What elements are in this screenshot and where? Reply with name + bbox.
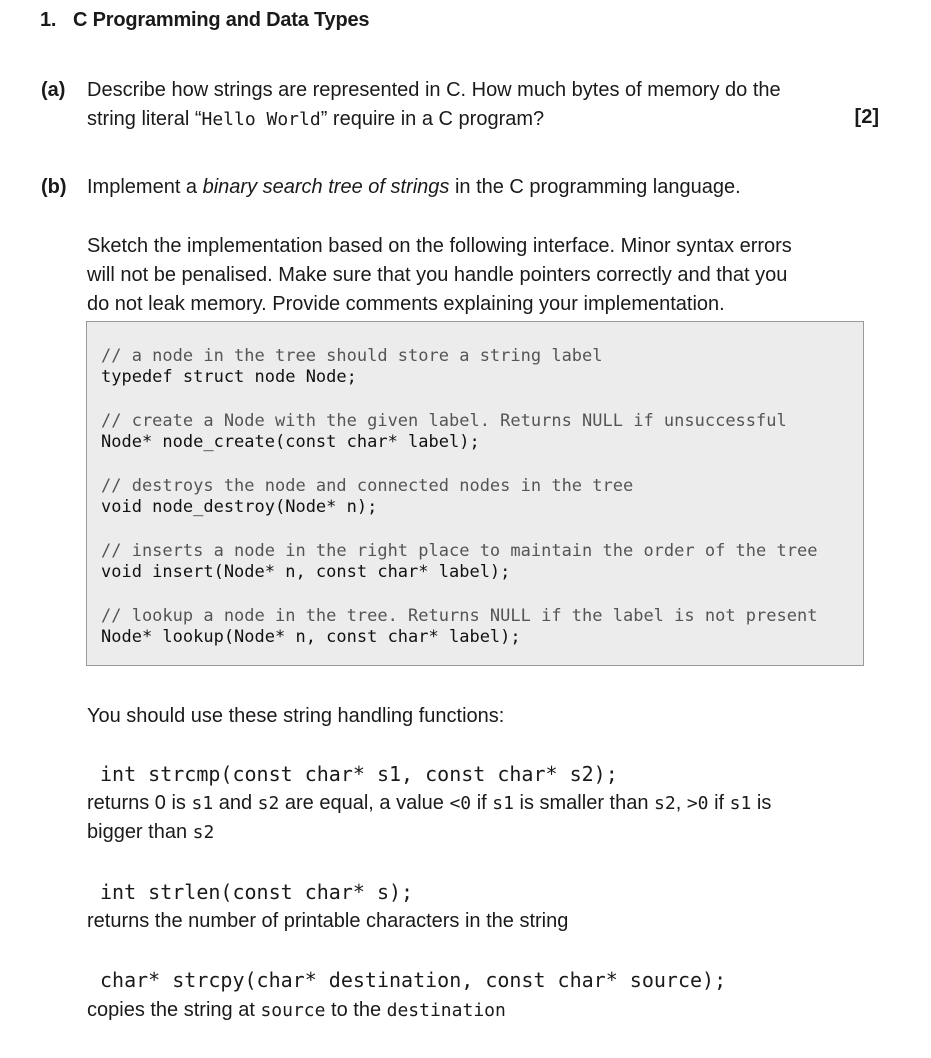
code-typedef: typedef struct node Node;	[101, 367, 357, 387]
part-b-intro: Implement a binary search tree of strings in the C programming language.	[87, 176, 741, 198]
hello-world-literal: Hello World	[201, 109, 321, 130]
part-a-text	[87, 76, 781, 134]
instructions-line-2: will not be penalised. Make sure that you handle pointers correctly and that you	[87, 264, 788, 286]
part-a-label: (a)	[41, 79, 66, 101]
part-a-line-1: Describe how strings are represented in C. How much bytes of memory do the	[87, 79, 781, 101]
interface-code-block	[86, 321, 864, 666]
question-heading	[40, 9, 369, 32]
code-comment-create: // create a Node with the given label. Returns NULL if unsuccessful	[101, 411, 787, 431]
code-insert: void insert(Node* n, const char* label);	[101, 562, 511, 582]
use-functions-text: You should use these string handling functions:	[87, 705, 505, 727]
code-comment-lookup: // lookup a node in the tree. Returns NULL if the label is not present	[101, 606, 818, 626]
code-comment-insert: // inserts a node in the right place to maintain the order of the tree	[101, 541, 818, 561]
strlen-description: returns the number of printable characters in the string	[87, 910, 569, 932]
question-title: C Programming and Data Types	[73, 9, 370, 31]
strcpy-signature: char* strcpy(char* destination, const char* source);	[100, 968, 727, 992]
part-a-marks: [2]	[854, 106, 879, 128]
code-node-create: Node* node_create(const char* label);	[101, 432, 480, 452]
part-a-line-2: string literal “Hello World” require in a C program?	[87, 108, 545, 130]
question-number: 1.	[40, 9, 57, 31]
part-b-instructions	[87, 232, 792, 319]
instructions-line-1: Sketch the implementation based on the following interface. Minor syntax errors	[87, 235, 792, 257]
strcmp-description	[87, 789, 771, 847]
instructions-line-3: do not leak memory. Provide comments explaining your implementation.	[87, 293, 725, 315]
strcmp-desc-line-1: returns 0 is s1 and s2 are equal, a value <0 if s1 is smaller than s2, >0 if s1 is	[87, 792, 772, 814]
code-comment-node: // a node in the tree should store a string label	[101, 346, 603, 366]
bst-emphasis: binary search tree of strings	[202, 176, 450, 198]
strlen-signature: int strlen(const char* s);	[100, 880, 414, 904]
strcpy-description: copies the string at source to the destination	[87, 999, 506, 1021]
strcmp-desc-line-2: bigger than s2	[87, 821, 215, 843]
part-b-label: (b)	[41, 176, 67, 198]
code-lookup: Node* lookup(Node* n, const char* label);	[101, 627, 521, 647]
strcmp-signature: int strcmp(const char* s1, const char* s2);	[100, 762, 618, 786]
code-node-destroy: void node_destroy(Node* n);	[101, 497, 378, 517]
code-comment-destroy: // destroys the node and connected nodes in the tree	[101, 476, 634, 496]
